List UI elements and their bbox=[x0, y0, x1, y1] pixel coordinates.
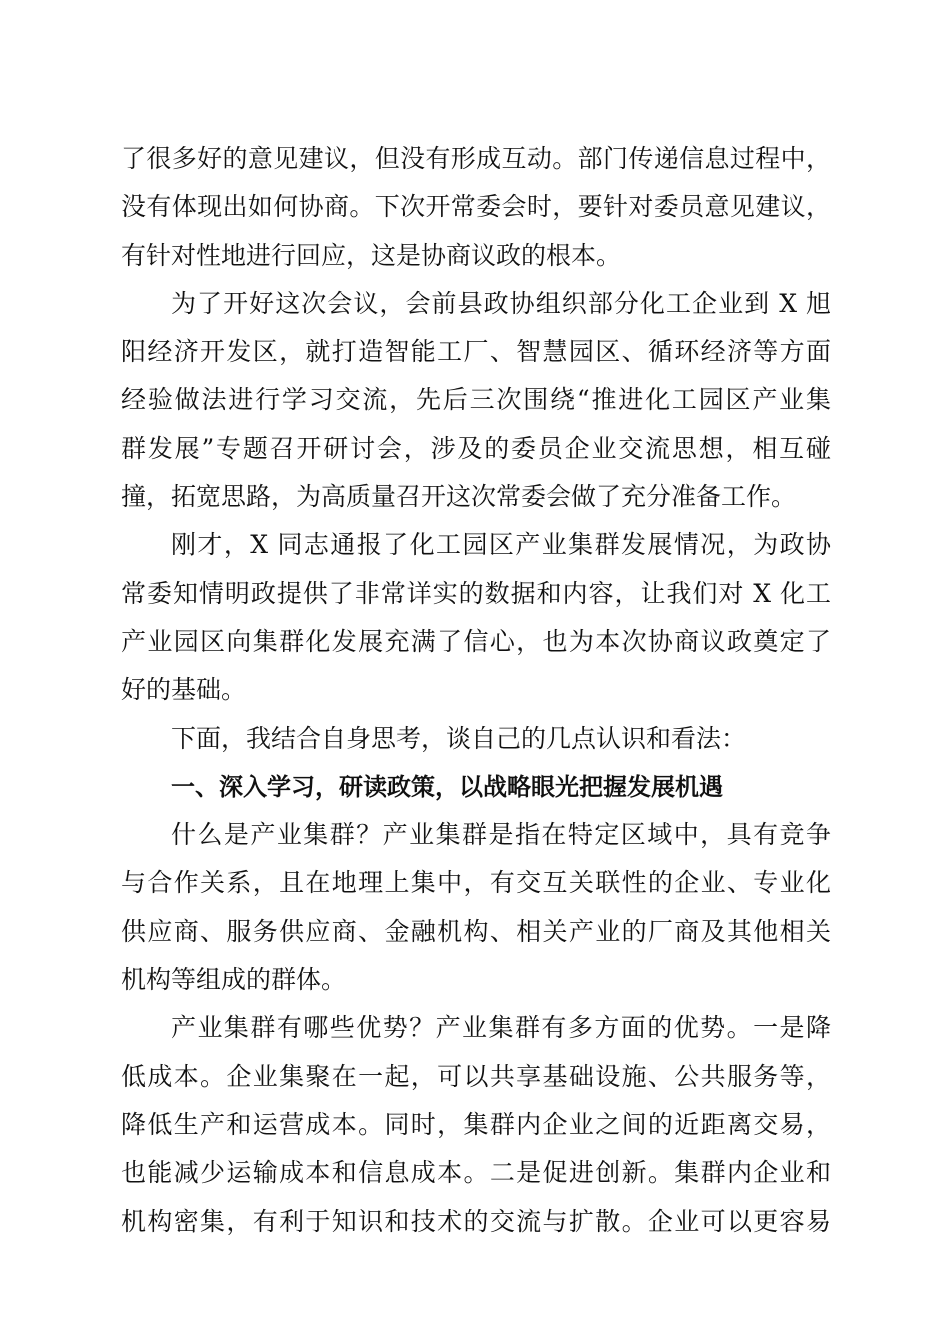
text-line: 为了开好这次会议，会前县政协组织部分化工企业到 X 旭 bbox=[171, 288, 831, 318]
text-line: 下面，我结合自身思考，谈自己的几点认识和看法： bbox=[171, 723, 747, 753]
text-line: 供应商、服务供应商、金融机构、相关产业的厂商及其他相关 bbox=[121, 916, 831, 946]
text-line: 也能减少运输成本和信息成本。二是促进创新。集群内企业和 bbox=[121, 1158, 831, 1188]
section-heading-1 bbox=[121, 763, 831, 811]
paragraph-intro bbox=[121, 715, 831, 763]
text-line: 常委知情明政提供了非常详实的数据和内容，让我们对 X 化工 bbox=[121, 578, 831, 608]
text-line: 有针对性地进行回应，这是协商议政的根本。 bbox=[121, 240, 622, 270]
text-line: 与合作关系，且在地理上集中，有交互关联性的企业、专业化 bbox=[121, 868, 831, 898]
paragraph-meeting-preparation bbox=[121, 280, 831, 521]
text-line: 产业集群有哪些优势？产业集群有多方面的优势。一是降 bbox=[171, 1013, 831, 1043]
text-line: 机构等组成的群体。 bbox=[121, 965, 347, 995]
text-line: 群发展”专题召开研讨会，涉及的委员企业交流思想，相互碰 bbox=[121, 433, 831, 463]
paragraph-cluster-advantages bbox=[121, 1004, 831, 1245]
paragraph-report-summary bbox=[121, 521, 831, 714]
text-line: 阳经济开发区，就打造智能工厂、智慧园区、循环经济等方面 bbox=[121, 337, 831, 367]
text-line: 降低生产和运营成本。同时，集群内企业之间的近距离交易， bbox=[121, 1109, 831, 1139]
text-line: 什么是产业集群？产业集群是指在特定区域中，具有竞争 bbox=[171, 820, 831, 850]
text-line: 低成本。企业集聚在一起，可以共享基础设施、公共服务等， bbox=[121, 1061, 831, 1091]
text-line: 刚才，X 同志通报了化工园区产业集群发展情况，为政协 bbox=[171, 530, 831, 560]
text-line: 了很多好的意见建议，但没有形成互动。部门传递信息过程中， bbox=[121, 144, 831, 173]
document-page bbox=[121, 135, 831, 1246]
text-line: 没有体现出如何协商。下次开常委会时，要针对委员意见建议， bbox=[121, 192, 831, 222]
text-line: 好的基础。 bbox=[121, 675, 247, 705]
text-line: 产业园区向集群化发展充满了信心，也为本次协商议政奠定了 bbox=[121, 626, 831, 656]
paragraph-cluster-definition bbox=[121, 811, 831, 1004]
paragraph-continuation bbox=[121, 135, 831, 280]
heading-text: 一、深入学习，研读政策，以战略眼光把握发展机遇 bbox=[171, 772, 723, 801]
text-line: 机构密集，有利于知识和技术的交流与扩散。企业可以更容易 bbox=[121, 1206, 831, 1236]
text-line: 撞，拓宽思路，为高质量召开这次常委会做了充分准备工作。 bbox=[121, 482, 797, 512]
text-line: 经验做法进行学习交流，先后三次围绕“推进化工园区产业集 bbox=[121, 385, 831, 415]
